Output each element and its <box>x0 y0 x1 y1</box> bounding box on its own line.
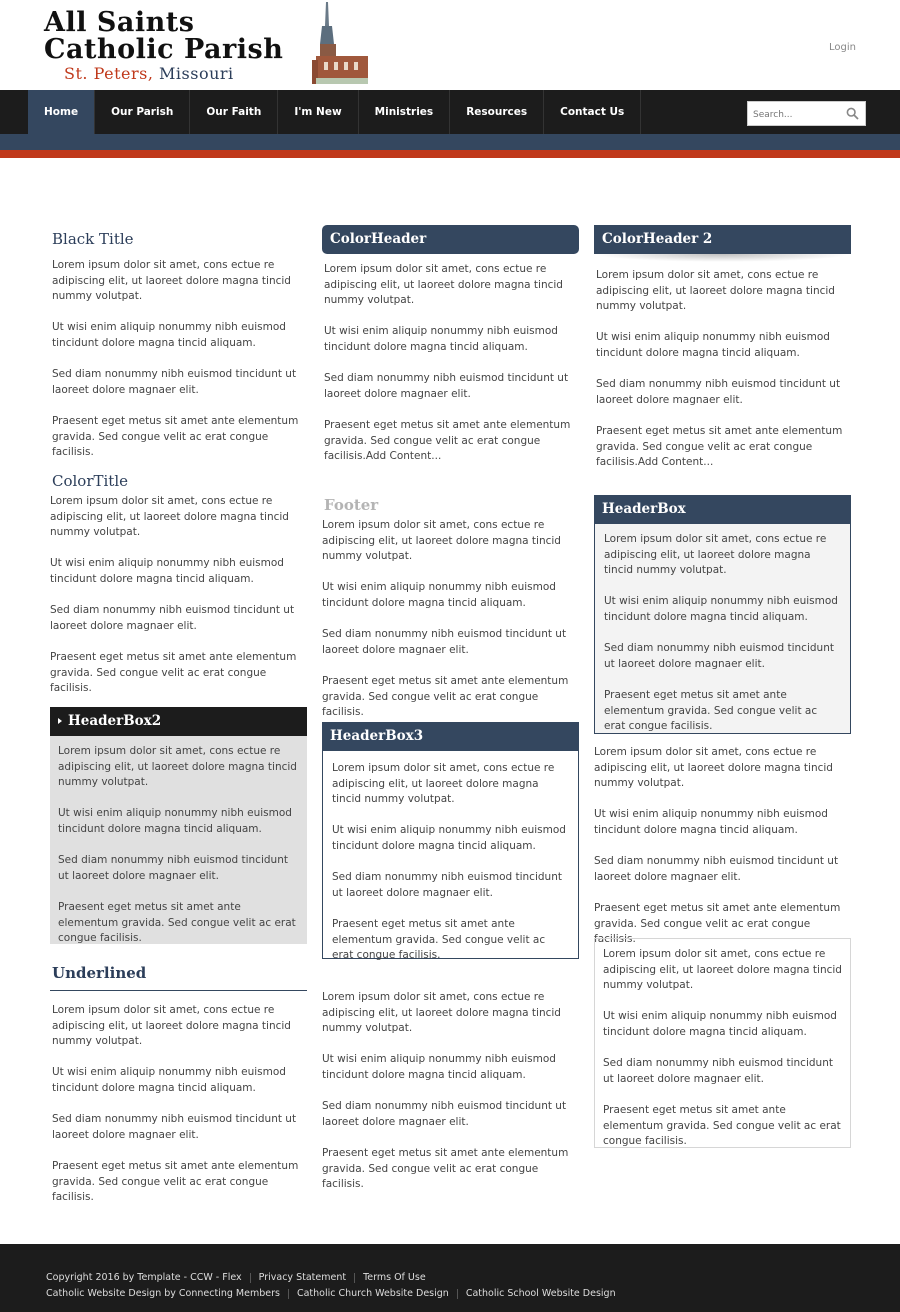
paragraph: Ut wisi enim aliquip nonummy nibh euismod tincidunt dolore magna tincid aliquam. <box>324 325 558 353</box>
nav-home[interactable]: Home <box>28 90 95 134</box>
terms-of-use-link[interactable]: Terms Of Use <box>363 1272 426 1283</box>
paragraph: Praesent eget metus sit amet ante elementum gravida. Sed congue velit ac erat congue facilisis. <box>50 650 297 695</box>
paragraph: Praesent eget metus sit amet ante elementum gravida. Sed congue velit ac erat congue facilisis. <box>322 1146 569 1191</box>
privacy-statement-link[interactable]: Privacy Statement <box>258 1272 347 1283</box>
paragraph: Ut wisi enim aliquip nonummy nibh euismod tincidunt dolore magna tincid aliquam. <box>322 1053 556 1081</box>
paragraph: Praesent eget metus sit amet ante elementum gravida. Sed congue velit ac erat congue facilisis. <box>52 414 299 459</box>
nav-contact-us[interactable]: Contact Us <box>544 90 641 134</box>
footer-title-block <box>322 496 579 721</box>
logo-line-2: Catholic Parish <box>44 34 284 65</box>
site-header <box>0 0 900 90</box>
divider <box>354 1273 355 1283</box>
underlined-block <box>50 964 307 1206</box>
paragraph: Ut wisi enim aliquip nonummy nibh euismod tincidunt dolore magna tincid aliquam. <box>604 595 838 623</box>
footer-title-content <box>322 518 579 721</box>
catholic-church-website-design-link[interactable]: Catholic Church Website Design <box>296 1288 449 1299</box>
paragraph: Ut wisi enim aliquip nonummy nibh euismod tincidunt dolore magna tincid aliquam. <box>594 808 828 836</box>
paragraph: Sed diam nonummy nibh euismod tincidunt ut laoreet dolore magnaer elit. <box>52 1113 297 1141</box>
paragraph: Lorem ipsum dolor sit amet, cons ectue re adipiscing elit, ut laoreet dolore magna tincid nummy volutpat. <box>324 263 563 307</box>
paragraph: Ut wisi enim aliquip nonummy nibh euismod tincidunt dolore magna tincid aliquam. <box>322 581 556 609</box>
headerbox-header: HeaderBox <box>594 495 851 524</box>
black-title: Black Title <box>52 230 134 248</box>
catholic-school-website-design-link[interactable]: Catholic School Website Design <box>465 1288 616 1299</box>
paragraph: Ut wisi enim aliquip nonummy nibh euismod tincidunt dolore magna tincid aliquam. <box>52 1066 286 1094</box>
divider <box>288 1289 289 1299</box>
paragraph: Praesent eget metus sit amet ante elementum gravida. Sed congue velit ac erat congue facilisis. <box>594 901 841 946</box>
logo-line-1: All Saints <box>44 7 195 38</box>
paragraph: Praesent eget metus sit amet ante elementum gravida. Sed congue velit ac erat congue facilisis.Add Content... <box>324 418 571 463</box>
headerbox2-content <box>50 736 307 944</box>
headerbox2-header[interactable] <box>50 707 307 736</box>
site-footer <box>0 1244 900 1312</box>
main-navigation <box>0 90 900 134</box>
black-title-content <box>52 258 302 461</box>
color-header-2: ColorHeader 2 <box>594 225 851 254</box>
paragraph: Lorem ipsum dolor sit amet, cons ectue re adipiscing elit, ut laoreet dolore magna tincid nummy volutpat. <box>52 1004 291 1048</box>
search-box <box>747 101 866 126</box>
paragraph: Lorem ipsum dolor sit amet, cons ectue re adipiscing elit, ut laoreet dolore magna tincid nummy volutpat. <box>52 259 291 303</box>
paragraph: Sed diam nonummy nibh euismod tincidunt ut laoreet dolore magnaer elit. <box>322 628 567 656</box>
underlined-title: Underlined <box>52 964 147 982</box>
color-header-content <box>322 262 579 465</box>
search-icon[interactable] <box>846 107 859 120</box>
paragraph: Lorem ipsum dolor sit amet, cons ectue re adipiscing elit, ut laoreet dolore magna tincid nummy volutpat. <box>322 519 561 563</box>
header-band-red <box>0 150 900 158</box>
divider <box>457 1289 458 1299</box>
nav-our-parish[interactable]: Our Parish <box>95 90 190 134</box>
paragraph: Sed diam nonummy nibh euismod tincidunt ut laoreet dolore magnaer elit. <box>322 1100 567 1128</box>
paragraph: Lorem ipsum dolor sit amet, cons ectue re adipiscing elit, ut laoreet dolore magna tincid nummy volutpat. <box>603 948 842 992</box>
color-header: ColorHeader <box>322 225 579 254</box>
paragraph: Praesent eget metus sit amet ante elementum gravida. Sed congue velit ac erat congue facilisis. <box>603 1103 841 1148</box>
catholic-website-design-link[interactable]: Catholic Website Design by Connecting Members <box>46 1288 280 1299</box>
divider <box>250 1273 251 1283</box>
nav-items <box>28 90 641 134</box>
caret-right-icon <box>58 718 62 724</box>
logo-location <box>64 64 234 83</box>
black-title-block <box>52 230 302 461</box>
color-header-block <box>322 225 579 465</box>
paragraph: Sed diam nonummy nibh euismod tincidunt ut laoreet dolore magnaer elit. <box>604 642 834 670</box>
paragraph: Praesent eget metus sit amet ante elementum gravida. Sed congue velit ac erat congue facilisis. <box>332 917 546 962</box>
headerbox-content <box>594 524 851 734</box>
color-header2-content <box>594 268 851 471</box>
paragraph: Sed diam nonummy nibh euismod tincidunt ut laoreet dolore magnaer elit. <box>52 368 297 396</box>
paragraph: Sed diam nonummy nibh euismod tincidunt ut laoreet dolore magnaer elit. <box>596 378 841 406</box>
paragraph: Ut wisi enim aliquip nonummy nibh euismod tincidunt dolore magna tincid aliquam. <box>50 557 284 585</box>
paragraph: Sed diam nonummy nibh euismod tincidunt ut laoreet dolore magnaer elit. <box>58 854 288 882</box>
paragraph: Ut wisi enim aliquip nonummy nibh euismod tincidunt dolore magna tincid aliquam. <box>58 807 292 835</box>
headerbox2-block <box>50 707 307 944</box>
logo-city: St. Peters, <box>64 64 154 83</box>
paragraph: Praesent eget metus sit amet ante elementum gravida. Sed congue velit ac erat congue facilisis.Add Content... <box>596 424 843 469</box>
footer-row-2 <box>46 1288 616 1299</box>
login-link[interactable]: Login <box>829 42 856 53</box>
title-underline <box>50 990 307 991</box>
paragraph: Lorem ipsum dolor sit amet, cons ectue re adipiscing elit, ut laoreet dolore magna tincid nummy volutpat. <box>594 746 833 790</box>
headerbox3-content <box>322 751 579 962</box>
header-band-blue <box>0 134 900 150</box>
paragraph: Lorem ipsum dolor sit amet, cons ectue re adipiscing elit, ut laoreet dolore magna tincid nummy volutpat. <box>50 495 289 539</box>
nav-ministries[interactable]: Ministries <box>359 90 451 134</box>
paragraph: Lorem ipsum dolor sit amet, cons ectue re adipiscing elit, ut laoreet dolore magna tincid nummy volutpat. <box>322 991 561 1035</box>
color-title-content <box>50 494 302 697</box>
paragraph: Praesent eget metus sit amet ante elementum gravida. Sed congue velit ac erat congue facilisis. <box>322 674 569 719</box>
paragraph: Lorem ipsum dolor sit amet, cons ectue re adipiscing elit, ut laoreet dolore magna tincid nummy volutpat. <box>332 762 555 806</box>
paragraph: Ut wisi enim aliquip nonummy nibh euismod tincidunt dolore magna tincid aliquam. <box>52 321 286 349</box>
nav-resources[interactable]: Resources <box>450 90 544 134</box>
paragraph: Praesent eget metus sit amet ante elementum gravida. Sed congue velit ac erat congue facilisis. <box>58 900 296 945</box>
paragraph: Lorem ipsum dolor sit amet, cons ectue re adipiscing elit, ut laoreet dolore magna tincid nummy volutpat. <box>58 745 297 789</box>
bordered-content-box <box>594 938 851 1148</box>
nav-our-faith[interactable]: Our Faith <box>190 90 278 134</box>
parish-logo[interactable] <box>44 6 374 88</box>
underlined-content <box>50 1003 307 1206</box>
header-shadow <box>594 254 851 262</box>
headerbox-block <box>594 495 851 734</box>
paragraph: Sed diam nonummy nibh euismod tincidunt ut laoreet dolore magnaer elit. <box>594 855 839 883</box>
paragraph: Sed diam nonummy nibh euismod tincidunt ut laoreet dolore magnaer elit. <box>50 604 295 632</box>
headerbox3-block <box>322 722 579 962</box>
color-header2-block <box>594 225 851 471</box>
headerbox2-title: HeaderBox2 <box>68 713 162 729</box>
color-title: ColorTitle <box>52 472 129 490</box>
paragraph: Ut wisi enim aliquip nonummy nibh euismod tincidunt dolore magna tincid aliquam. <box>596 331 830 359</box>
paragraph: Ut wisi enim aliquip nonummy nibh euismod tincidunt dolore magna tincid aliquam. <box>603 1010 837 1038</box>
search-input[interactable] <box>748 104 842 127</box>
paragraph: Praesent eget metus sit amet ante elementum gravida. Sed congue velit ac erat congue facilisis. <box>52 1159 299 1204</box>
color-title-block <box>50 472 302 697</box>
copyright-text: Copyright 2016 by Template - CCW - Flex <box>46 1272 242 1283</box>
paragraph: Sed diam nonummy nibh euismod tincidunt ut laoreet dolore magnaer elit. <box>332 871 562 899</box>
nav-im-new[interactable]: I'm New <box>278 90 358 134</box>
plain-content-block-2 <box>322 990 579 1193</box>
footer-title: Footer <box>324 496 379 514</box>
paragraph: Lorem ipsum dolor sit amet, cons ectue re adipiscing elit, ut laoreet dolore magna tincid nummy volutpat. <box>596 269 835 313</box>
plain-content-block-3 <box>594 745 851 948</box>
paragraph: Praesent eget metus sit amet ante elementum gravida. Sed congue velit ac erat congue facilisis. <box>604 688 818 733</box>
footer-row-1 <box>46 1272 426 1283</box>
logo-state: Missouri <box>159 64 234 83</box>
paragraph: Sed diam nonummy nibh euismod tincidunt ut laoreet dolore magnaer elit. <box>603 1057 833 1085</box>
paragraph: Sed diam nonummy nibh euismod tincidunt ut laoreet dolore magnaer elit. <box>324 372 569 400</box>
headerbox3-header: HeaderBox3 <box>322 722 579 751</box>
church-steeple-icon <box>312 0 370 84</box>
paragraph: Ut wisi enim aliquip nonummy nibh euismod tincidunt dolore magna tincid aliquam. <box>332 824 566 852</box>
paragraph: Lorem ipsum dolor sit amet, cons ectue re adipiscing elit, ut laoreet dolore magna tincid nummy volutpat. <box>604 533 827 577</box>
